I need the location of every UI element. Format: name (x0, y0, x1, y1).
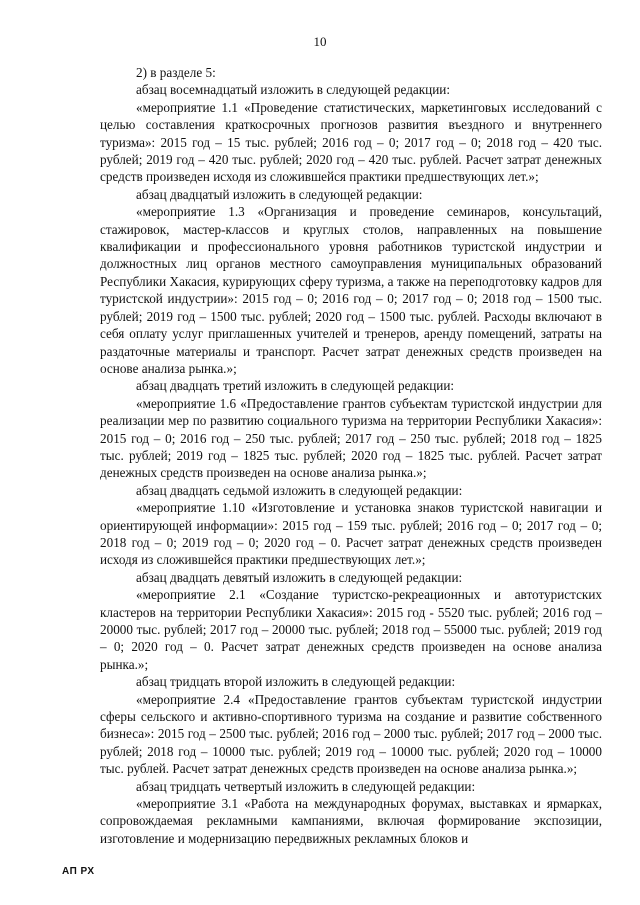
amendment-instruction: абзац двадцать девятый изложить в следующей редакции: (136, 569, 463, 585)
amendment-instruction: абзац двадцать седьмой изложить в следующей редакции: (136, 482, 463, 498)
amendment-text: «мероприятие 1.1 «Проведение статистических, маркетинговых исследований с целью составления краткосрочных прогнозов развития въездного и внутреннего туризма»: 2015 год – 15 тыс. рублей; 2016 год – 0; 2017 год – 0; 2018 год – 420 тыс. рублей; 2019 год – 420 тыс. рублей; 2020 год – 420 тыс. рублей. Расчет затрат денежных средств произведен исходя из сложившейся практики предшествующих лет.»; (100, 99, 602, 185)
amendment-instruction: абзац двадцать третий изложить в следующей редакции: (136, 378, 455, 394)
amendment-instruction: абзац тридцать второй изложить в следующей редакции: (136, 674, 456, 690)
document-body (100, 64, 602, 847)
amendment-text: «мероприятие 1.10 «Изготовление и установка знаков туристской навигации и ориентирующей информации»: 2015 год – 159 тыс. рублей; 2016 год – 0; 2017 год – 0; 2018 год – 0; 2019 год – 0; 2020 год – 0. Расчет затрат денежных средств произведен исходя из сложившейся практики предшествующих лет.»; (100, 500, 602, 568)
page-number: 10 (313, 34, 327, 49)
amendment-instruction: абзац тридцать четвертый изложить в следующей редакции: (136, 778, 476, 794)
amendment-text: «мероприятие 3.1 «Работа на международных форумах, выставках и ярмарках, сопровождаемая рекламными кампаниями, включая формирование экспозиции, изготовление и модернизацию передвижных рекламных блоков и (100, 796, 602, 846)
footer-mark: АП РХ (62, 866, 95, 877)
amendment-text: «мероприятие 1.6 «Предоставление грантов субъектам туристской индустрии для реализации мер по развитию социального туризма на территории Республики Хакасия»: 2015 год – 0; 2016 год – 250 тыс. рублей; 2017 год – 250 тыс. рублей; 2018 год – 1825 тыс. рублей; 2019 год – 1825 тыс. рублей; 2020 год – 1825 тыс. рублей. Расчет затрат денежных средств произведен на основе анализа рынка.»; (100, 395, 602, 481)
amendment-instruction: абзац восемнадцатый изложить в следующей редакции: (136, 82, 451, 98)
section-heading: 2) в разделе 5: (136, 65, 216, 80)
amendment-text: «мероприятие 2.1 «Создание туристско-рекреационных и автотуристских кластеров на территории Республики Хакасия»: 2015 год - 5520 тыс. рублей; 2016 год – 20000 тыс. рублей; 2017 год – 20000 тыс. рублей; 2018 год – 55000 тыс. рублей; 2019 год – 0; 2020 год – 0. Расчет затрат денежных средств произведен на основе анализа рынка.»; (100, 587, 602, 672)
amendment-text: «мероприятие 2.4 «Предоставление грантов субъектам туристской индустрии сферы сельского и активно-спортивного туризма на создание и развитие собственного бизнеса»: 2015 год – 2500 тыс. рублей; 2016 год – 2000 тыс. рублей; 2017 год – 2000 тыс. рублей; 2018 год – 10000 тыс. рублей; 2019 год – 10000 тыс. рублей; 2020 год – 10000 тыс. рублей. Расчет затрат денежных средств произведен на основе анализа рынка.»; (100, 691, 602, 777)
amendment-instruction: абзац двадцатый изложить в следующей редакции: (136, 186, 423, 202)
amendment-text: «мероприятие 1.3 «Организация и проведение семинаров, консультаций, стажировок, мастер-классов и круглых столов, направленных на повышение квалификации и профессионального уровня работников туристской индустрии и должностных лиц органов местного самоуправления муниципальных образований Республики Хакасия, курирующих сферу туризма, а также на переподготовку кадров для туристской индустрии»: 2015 год – 0; 2016 год – 0; 2017 год – 0; 2018 год – 1500 тыс. рублей; 2019 год – 1500 тыс. рублей; 2020 год – 1500 тыс. рублей. Расходы включают в себя оплату услуг приглашенных учителей и тренеров, аренду помещений, затраты на раздаточные материалы и транспорт. Расчет затрат денежных средств произведен на основе анализа рынка.»; (100, 204, 602, 376)
